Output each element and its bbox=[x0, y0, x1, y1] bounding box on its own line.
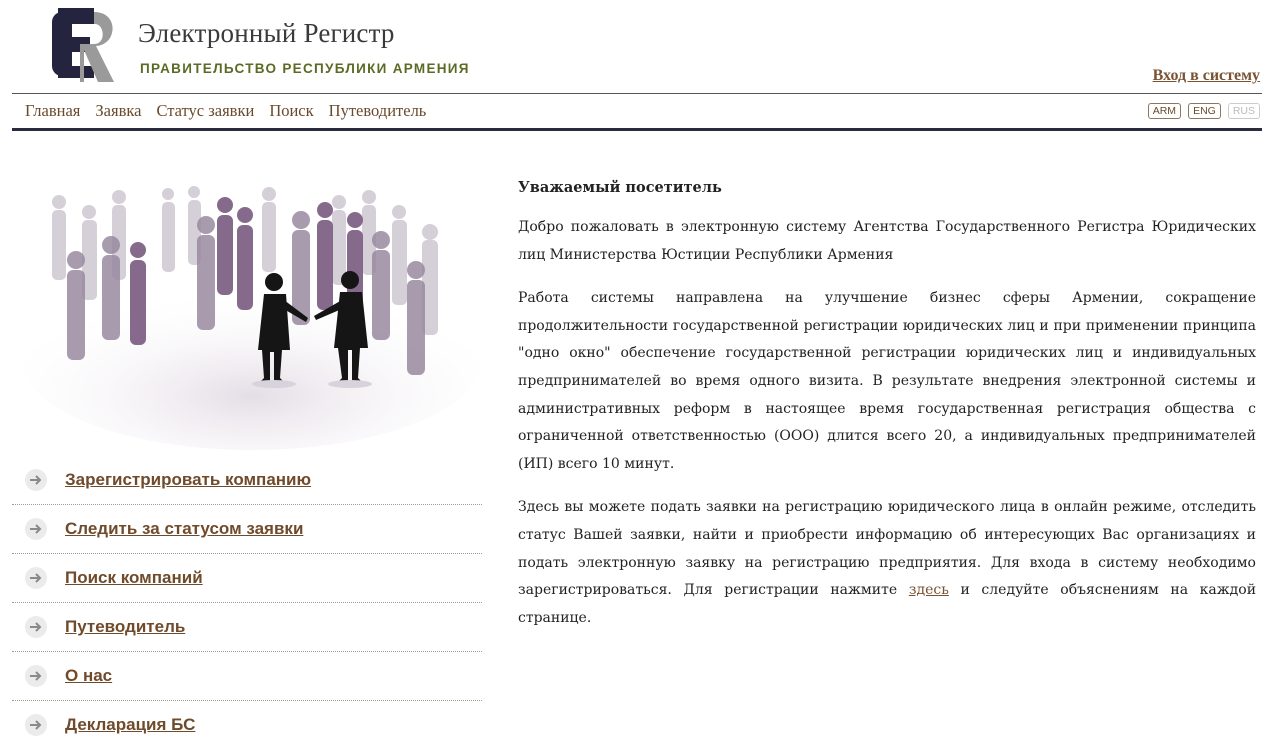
hero-illustration bbox=[12, 150, 482, 450]
lang-eng-button[interactable]: ENG bbox=[1188, 103, 1221, 119]
sidebar-item-label[interactable]: О нас bbox=[65, 666, 113, 685]
sidebar-menu bbox=[12, 456, 482, 749]
sidebar-item-search-companies[interactable] bbox=[12, 554, 482, 603]
sidebar-item-guide[interactable] bbox=[12, 603, 482, 652]
login-link[interactable]: Вход в систему bbox=[1152, 67, 1260, 84]
instructions-text-end: и следуйте объяснениям на каждой странице. bbox=[518, 582, 1257, 626]
header-divider bbox=[12, 93, 1262, 94]
sidebar-item-label[interactable]: Следить за статусом заявки bbox=[65, 519, 304, 538]
sidebar-item-track-status[interactable] bbox=[12, 505, 482, 554]
register-here-link[interactable]: здесь bbox=[908, 582, 949, 599]
arrow-right-icon bbox=[24, 566, 48, 590]
arrow-right-icon bbox=[24, 664, 48, 688]
nav-item-home[interactable]: Главная bbox=[25, 101, 81, 120]
main-content bbox=[518, 176, 1256, 648]
arrow-right-icon bbox=[24, 615, 48, 639]
nav-item-application[interactable]: Заявка bbox=[95, 101, 142, 120]
instructions-paragraph bbox=[518, 494, 1256, 632]
sidebar-item-label[interactable]: Путеводитель bbox=[65, 617, 186, 636]
arrow-right-icon bbox=[24, 517, 48, 541]
nav-item-guide[interactable]: Путеводитель bbox=[328, 101, 427, 120]
system-description-paragraph: Работа системы направлена на улучшение бизнес сферы Армении, сокращение продолжительности государственной регистрации юридических лиц и при применении принципа "одно окно" обеспечение государственной регистрации юридических лиц и индивидуальных предпринимателей во время одного визита. В результате внедрения электронной системы и административных реформ в настоящее время государственная регистрация общества с ограниченной ответственностью (ООО) длится всего 20, а индивидуальных предпринимателей (ИП) всего 10 минут. bbox=[518, 290, 1256, 472]
sidebar-item-register-company[interactable] bbox=[12, 456, 482, 505]
instructions-text: Здесь вы можете подать заявки на регистрацию юридического лица в онлайн режиме, отследить статус Вашей заявки, найти и приобрести информацию об интересующих Вас организациях и подать электронную заявку на регистрацию предприятия. Для входа в систему необходимо зарегистрироваться. Для регистрации нажмите bbox=[518, 499, 1256, 599]
sidebar-item-about[interactable] bbox=[12, 652, 482, 701]
language-switcher bbox=[1148, 103, 1260, 119]
business-people-illustration bbox=[12, 150, 482, 450]
arrow-right-icon bbox=[24, 713, 48, 737]
main-nav bbox=[25, 101, 426, 121]
sidebar-item-label[interactable]: Поиск компаний bbox=[65, 568, 203, 587]
sidebar-item-label[interactable]: Декларация БС bbox=[65, 715, 196, 734]
sidebar-item-label[interactable]: Зарегистрировать компанию bbox=[65, 470, 312, 489]
lang-rus-button: RUS bbox=[1228, 103, 1260, 119]
welcome-paragraph: Добро пожаловать в электронную систему Агентства Государственного Регистра Юридических лиц Министерства Юстиции Республики Армения bbox=[518, 219, 1256, 263]
arrow-right-icon bbox=[24, 468, 48, 492]
lang-arm-button[interactable]: ARM bbox=[1148, 103, 1181, 119]
nav-item-application-status[interactable]: Статус заявки bbox=[156, 101, 255, 120]
nav-item-search[interactable]: Поиск bbox=[269, 101, 314, 120]
er-logo-icon bbox=[50, 6, 120, 84]
site-subtitle: ПРАВИТЕЛЬСТВО РЕСПУБЛИКИ АРМЕНИЯ bbox=[140, 61, 470, 76]
er-logo[interactable] bbox=[50, 6, 120, 84]
site-title: Электронный Регистр bbox=[138, 18, 395, 48]
sidebar-item-declaration[interactable] bbox=[12, 701, 482, 749]
welcome-heading: Уважаемый посетитель bbox=[518, 179, 722, 196]
nav-divider bbox=[12, 128, 1262, 131]
